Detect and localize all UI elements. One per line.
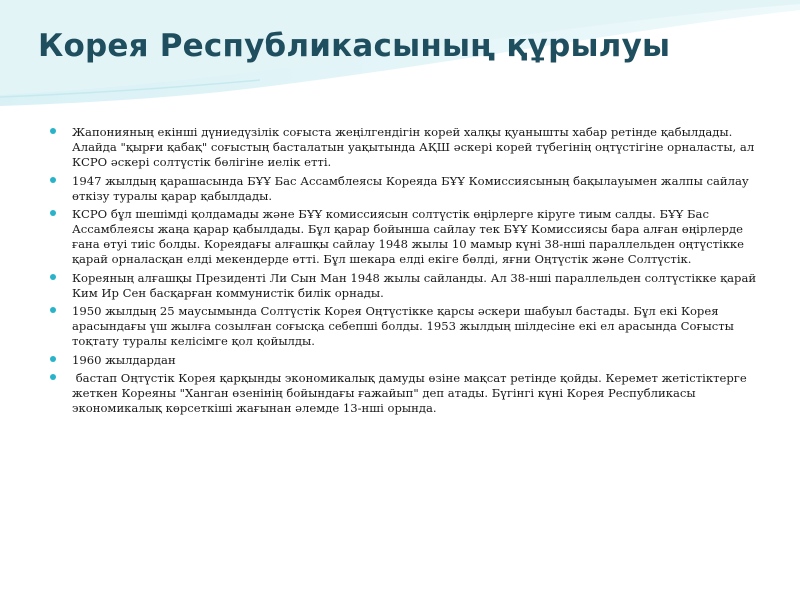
list-item <box>50 271 762 301</box>
bullet-icon <box>50 128 56 134</box>
list-item <box>50 353 762 368</box>
bullet-icon <box>50 210 56 216</box>
bullet-text: Жапонияның екінші дүниедүзілік соғыста жеңілгендігін корей халқы қуанышты хабар ретінде қабылдады. Алайда "қырғи қабақ" соғыстың басталатын уақытында АҚШ әскері корей түбегінің оңтүстігіне орналасты, ал КСРО әскері солтүстік бөлігіне иелік етті. <box>72 125 755 169</box>
bullet-icon <box>50 356 56 362</box>
list-item <box>50 207 762 267</box>
bullet-icon <box>50 374 56 380</box>
bullet-text: бастап Оңтүстік Корея қарқынды экономикалық дамуды өзіне мақсат ретінде қойды. Керемет жетістіктерге жеткен Кореяны "Ханган өзенінің бойындағы ғажайып" деп атады. Бүгінгі күні Корея Республикасы экономикалық көрсеткіші жағынан әлемде 13-нші орында. <box>72 371 751 415</box>
bullet-list <box>50 125 762 420</box>
bullet-icon <box>50 307 56 313</box>
bullet-icon <box>50 274 56 280</box>
list-item <box>50 304 762 349</box>
list-item <box>50 174 762 204</box>
bullet-icon <box>50 177 56 183</box>
bullet-text: 1947 жылдың қарашасында БҰҰ Бас Ассамблеясы Кореяда БҰҰ Комиссиясының бақылауымен жалпы сайлау өткізу туралы қарар қабылдады. <box>72 173 749 203</box>
bullet-text: 1950 жылдың 25 маусымында Солтүстік Корея Оңтүстікке қарсы әскери шабуыл бастады. Бұл екі Корея арасындағы үш жылға созылған соғысқа себепші болды. 1953 жылдың шілдесіне екі ел арасында Соғысты тоқтату туралы келісімге қол қойылды. <box>72 304 734 348</box>
page-title: Корея Республикасының құрылуы <box>38 28 671 64</box>
list-item <box>50 371 762 416</box>
bullet-text: 1960 жылдардан <box>72 352 176 367</box>
list-item <box>50 125 762 170</box>
bullet-text: КСРО бұл шешімді қолдамады және БҰҰ комиссиясын солтүстік өңірлерге кіруге тиым салды. БҰҰ Бас Ассамблеясы жаңа қарар қабылдады. Бұл қарар бойынша сайлау тек БҰҰ Комиссиясы бара алған өңірлерде ғана өтуі тиіс болды. Кореядағы алғашқы сайлау 1948 жылы 10 мамыр күні 38-нші параллельден оңтүстікке қарай орналасқан елді мекендерде өтті. Бұл шекара елді екіге бөлді, яғни Оңтүстік және Солтүстік. <box>72 207 745 266</box>
bullet-text: Кореяның алғашқы Президенті Ли Сын Ман 1948 жылы сайланды. Ал 38-нші параллельден солтүстікке қарай Ким Ир Сен басқарған коммунистік билік орнады. <box>72 270 757 300</box>
